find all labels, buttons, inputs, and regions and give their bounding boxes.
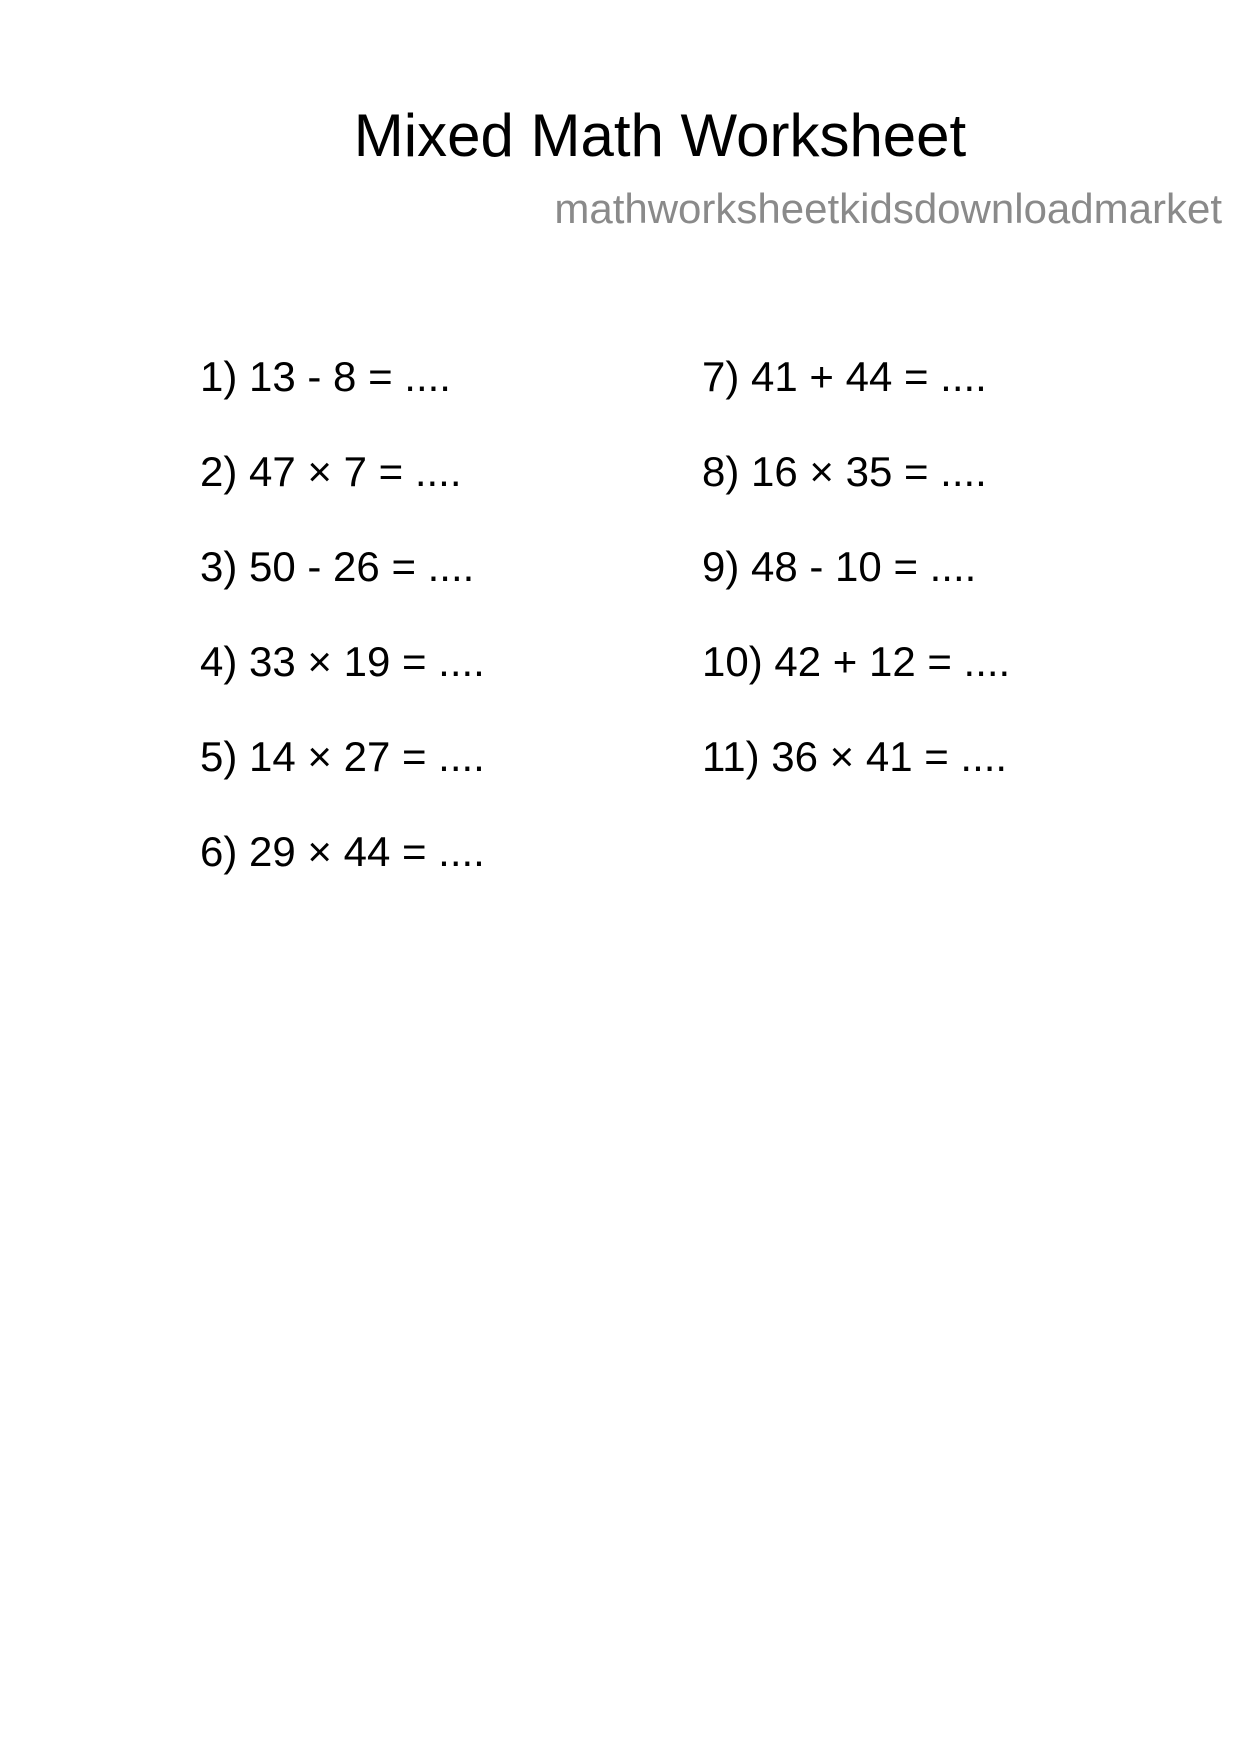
- problem-column-left: [200, 352, 702, 922]
- problem-column-right: [702, 352, 1140, 922]
- problem-6: 6) 29 × 44 = ....: [200, 828, 485, 875]
- problem-4: 4) 33 × 19 = ....: [200, 638, 485, 685]
- problem-3: 3) 50 - 26 = ....: [200, 543, 475, 590]
- problem-5: 5) 14 × 27 = ....: [200, 733, 485, 780]
- page-title: Mixed Math Worksheet: [353, 102, 967, 169]
- problem-11: 11) 36 × 41 = ....: [702, 733, 1008, 780]
- problem-list: [200, 352, 1140, 922]
- problem-10: 10) 42 + 12 = ....: [702, 638, 1011, 685]
- problem-9: 9) 48 - 10 = ....: [702, 543, 977, 590]
- problem-2: 2) 47 × 7 = ....: [200, 448, 462, 495]
- problem-8: 8) 16 × 35 = ....: [702, 448, 987, 495]
- problem-7: 7) 41 + 44 = ....: [702, 353, 987, 400]
- site-name: mathworksheetkidsdownloadmarket: [554, 185, 1222, 232]
- problem-1: 1) 13 - 8 = ....: [200, 353, 451, 400]
